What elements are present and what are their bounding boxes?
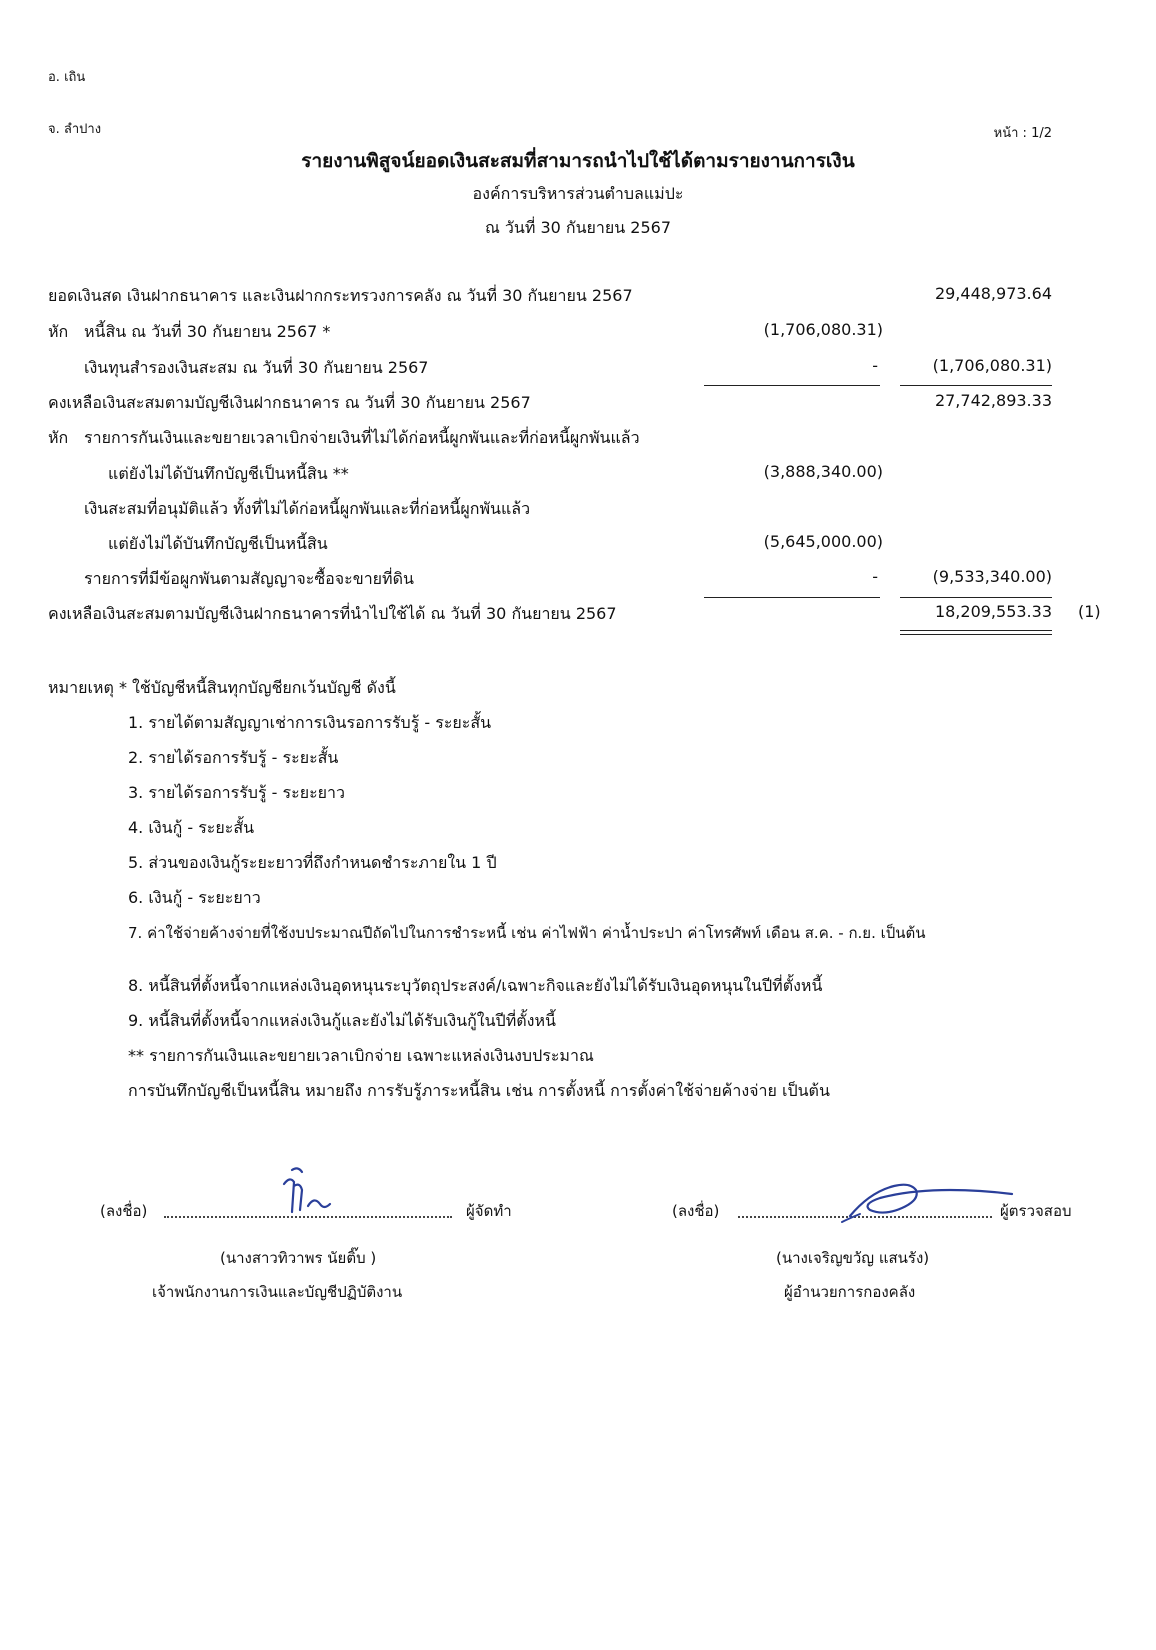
left-signer-name: (นางสาวทิวาพร นัยติ๊บ ): [220, 1249, 377, 1267]
district-label: อ. เถิน: [48, 70, 86, 85]
note-item-3: 3. รายได้รอการรับรู้ - ระยะยาว: [128, 783, 345, 802]
row-land-contract-label: รายการที่มีข้อผูกพันตามสัญญาจะซื้อจะขายที่ดิน: [84, 569, 414, 588]
row-usable-balance-total: 18,209,553.33: [934, 602, 1052, 621]
note-item-4: 4. เงินกู้ - ระยะสั้น: [128, 818, 255, 837]
row-land-contract-total: (9,533,340.00): [932, 567, 1052, 586]
row-approved-unrecorded-label: แต่ยังไม่ได้บันทึกบัญชีเป็นหนี้สิน: [108, 534, 328, 553]
total-double-underline-top: [900, 630, 1052, 631]
subtotal-underline-1: [704, 385, 880, 386]
subtotal-underline-4: [900, 597, 1052, 598]
right-role-label: ผู้ตรวจสอบ: [1000, 1202, 1072, 1220]
row-land-contract-amount: -: [872, 567, 878, 586]
organization-name: องค์การบริหารส่วนตำบลแม่ปะ: [472, 184, 684, 203]
row-reserve-total: (1,706,080.31): [932, 356, 1052, 375]
left-signer-position: เจ้าพนักงานการเงินและบัญชีปฏิบัติงาน: [152, 1283, 403, 1301]
row-balance-total: 27,742,893.33: [934, 391, 1052, 410]
notes-heading: หมายเหตุ * ใช้บัญชีหนี้สินทุกบัญชียกเว้นบัญชี ดังนี้: [48, 678, 396, 697]
row-cash-label: ยอดเงินสด เงินฝากธนาคาร และเงินฝากกระทรวงการคลัง ณ วันที่ 30 กันยายน 2567: [48, 286, 633, 305]
report-title: รายงานพิสูจน์ยอดเงินสะสมที่สามารถนำไปใช้ได้ตามรายงานการเงิน: [301, 150, 855, 172]
subtotal-underline-2: [900, 385, 1052, 386]
right-signer-name: (นางเจริญขวัญ แสนรัง): [776, 1249, 930, 1267]
right-signer-position: ผู้อำนวยการกองคลัง: [784, 1283, 916, 1301]
total-double-underline-bottom: [900, 634, 1052, 635]
right-signature-drawing: [840, 1178, 1020, 1228]
province-label: จ. ลำปาง: [48, 122, 102, 137]
row-reserved-unrecorded-label: แต่ยังไม่ได้บันทึกบัญชีเป็นหนี้สิน **: [108, 464, 349, 483]
left-signature-drawing: [270, 1166, 350, 1221]
note-item-6: 6. เงินกู้ - ระยะยาว: [128, 888, 261, 907]
row-reserved-prefix: หัก: [48, 428, 69, 447]
row-reserved-unrecorded-amount: (3,888,340.00): [763, 462, 883, 481]
row-usable-balance-ref: (1): [1078, 602, 1101, 621]
right-sign-label: (ลงชื่อ): [672, 1202, 720, 1220]
note-item-1: 1. รายได้ตามสัญญาเช่าการเงินรอการรับรู้ - ระยะสั้น: [128, 713, 492, 732]
left-role-label: ผู้จัดทำ: [466, 1202, 512, 1220]
row-cash-total: 29,448,973.64: [934, 284, 1052, 303]
row-usable-balance-label: คงเหลือเงินสะสมตามบัญชีเงินฝากธนาคารที่นำไปใช้ได้ ณ วันที่ 30 กันยายน 2567: [48, 604, 617, 623]
note-item-7: 7. ค่าใช้จ่ายค้างจ่ายที่ใช้งบประมาณปีถัดไปในการชำระหนี้ เช่น ค่าไฟฟ้า ค่าน้ำประปา ค่าโทรศัพท์ เดือน ส.ค. - ก.ย. เป็นต้น: [128, 924, 926, 942]
left-sign-label: (ลงชื่อ): [100, 1202, 148, 1220]
subtotal-underline-3: [704, 597, 880, 598]
note-item-8: 8. หนี้สินที่ตั้งหนี้จากแหล่งเงินอุดหนุนระบุวัตถุประสงค์/เฉพาะกิจและยังไม่ได้รับเงินอุดหนุนในปีที่ตั้งหนี้: [128, 976, 823, 995]
row-reserve-label: เงินทุนสำรองเงินสะสม ณ วันที่ 30 กันยายน 2567: [84, 358, 429, 377]
row-liabilities-prefix: หัก: [48, 322, 69, 341]
note-item-2: 2. รายได้รอการรับรู้ - ระยะสั้น: [128, 748, 339, 767]
report-date: ณ วันที่ 30 กันยายน 2567: [484, 218, 672, 237]
note-item-5: 5. ส่วนของเงินกู้ระยะยาวที่ถึงกำหนดชำระภายใน 1 ปี: [128, 853, 497, 872]
note-extra-2: การบันทึกบัญชีเป็นหนี้สิน หมายถึง การรับรู้ภาระหนี้สิน เช่น การตั้งหนี้ การตั้งค่าใช้จ่ายค้างจ่าย เป็นต้น: [128, 1081, 830, 1100]
note-item-9: 9. หนี้สินที่ตั้งหนี้จากแหล่งเงินกู้และยังไม่ได้รับเงินกู้ในปีที่ตั้งหนี้: [128, 1011, 556, 1030]
note-extra-1: ** รายการกันเงินและขยายเวลาเบิกจ่าย เฉพาะแหล่งเงินงบประมาณ: [128, 1046, 594, 1065]
row-reserve-amount: -: [872, 356, 878, 375]
row-balance-label: คงเหลือเงินสะสมตามบัญชีเงินฝากธนาคาร ณ วันที่ 30 กันยายน 2567: [48, 393, 531, 412]
row-reserved-label: รายการกันเงินและขยายเวลาเบิกจ่ายเงินที่ไม่ได้ก่อหนี้ผูกพันและที่ก่อหนี้ผูกพันแล้ว: [84, 428, 640, 447]
row-approved-unrecorded-amount: (5,645,000.00): [763, 532, 883, 551]
row-liabilities-amount: (1,706,080.31): [763, 320, 883, 339]
page-number: หน้า : 1/2: [993, 126, 1052, 141]
row-approved-label: เงินสะสมที่อนุมัติแล้ว ทั้งที่ไม่ได้ก่อหนี้ผูกพันและที่ก่อหนี้ผูกพันแล้ว: [84, 499, 531, 518]
row-liabilities-label: หนี้สิน ณ วันที่ 30 กันยายน 2567 *: [84, 322, 331, 341]
